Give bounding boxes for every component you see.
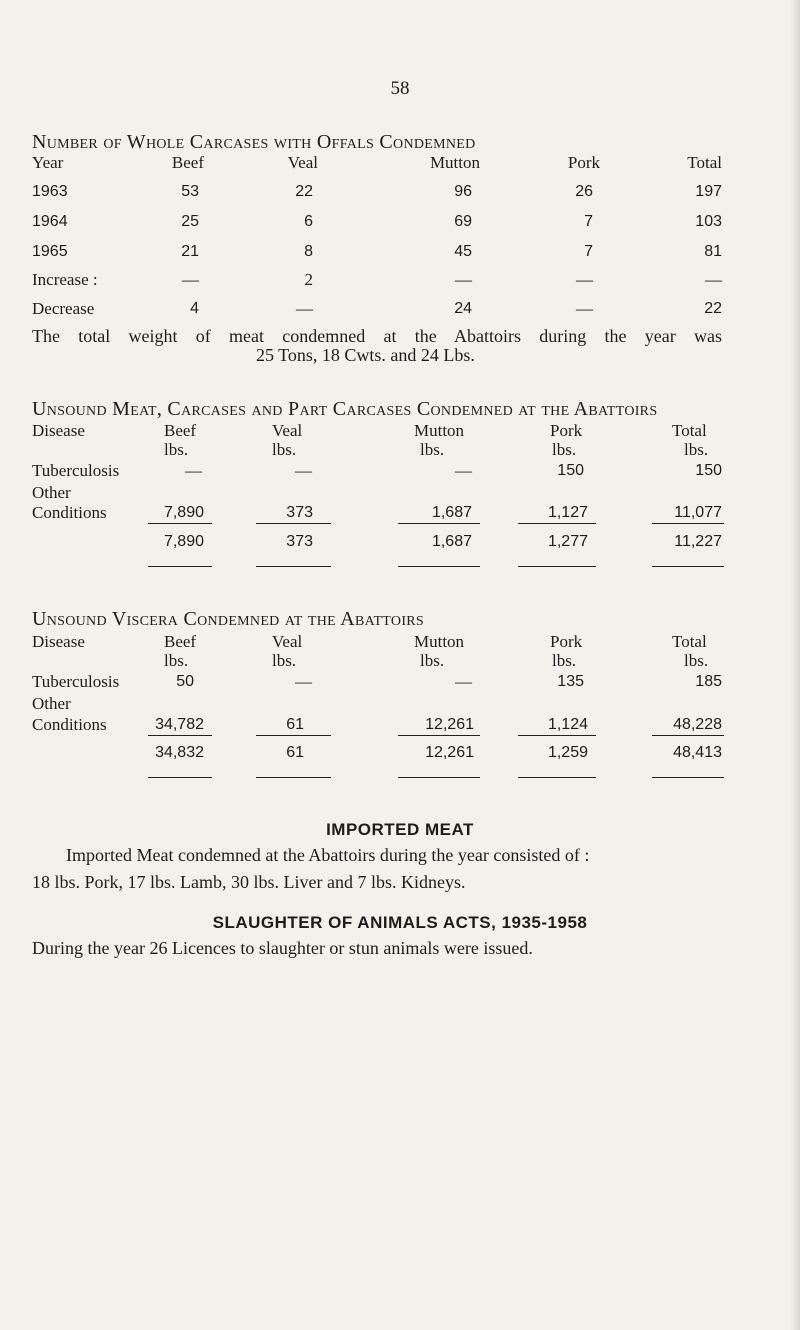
col-header-beef: Beef: [171, 153, 204, 172]
subtotal-rule: [148, 523, 212, 524]
cell-mutton: —: [455, 461, 472, 480]
cell-veal: 61: [286, 716, 304, 733]
unit-pork: lbs.: [552, 651, 577, 670]
total-total: 48,413: [673, 744, 722, 761]
subtotal-rule: [256, 735, 331, 736]
subtotal-rule: [652, 735, 724, 736]
row-label: Tuberculosis: [32, 461, 120, 480]
subtotal-rule: [398, 735, 480, 736]
col-header-total: Total: [672, 421, 707, 440]
col-header-year: Year: [32, 153, 64, 172]
cell-pork: 135: [557, 673, 584, 690]
unit-veal: lbs.: [272, 440, 297, 459]
total-veal: 61: [286, 744, 304, 761]
cell-total: 81: [704, 243, 722, 260]
total-beef: 7,890: [163, 533, 204, 550]
cell-total: 150: [695, 462, 722, 479]
col-header-veal: Veal: [287, 153, 318, 172]
total-pork: 1,277: [547, 533, 588, 550]
unit-veal: lbs.: [272, 651, 297, 670]
col-header-disease: Disease: [32, 421, 85, 440]
total-rule: [518, 566, 596, 567]
cell-beef: 53: [181, 183, 199, 200]
cell-mutton: 96: [454, 183, 472, 200]
cell-pork: —: [576, 299, 593, 318]
col-header-pork: Pork: [567, 153, 600, 172]
row-label: 1964: [32, 213, 68, 230]
row-label: Tuberculosis: [32, 672, 120, 691]
cell-total: 48,228: [673, 716, 722, 733]
total-total: 11,227: [674, 533, 722, 550]
total-rule: [398, 566, 480, 567]
subtotal-rule: [518, 735, 596, 736]
cell-total: 197: [695, 183, 722, 200]
total-rule: [256, 566, 331, 567]
subtotal-rule: [518, 523, 596, 524]
col-header-beef: Beef: [164, 421, 197, 440]
cell-pork: 150: [557, 462, 584, 479]
row-label-line2: Conditions: [32, 503, 107, 522]
unit-total: lbs.: [684, 440, 709, 459]
total-mutton: 12,261: [425, 744, 474, 761]
unit-mutton: lbs.: [420, 440, 445, 459]
cell-total: —: [705, 270, 722, 289]
imported-meat-line2: 18 lbs. Pork, 17 lbs. Lamb, 30 lbs. Liver and 7 lbs. Kidneys.: [32, 872, 466, 892]
cell-total: 11,077: [674, 504, 722, 521]
col-header-mutton: Mutton: [414, 632, 465, 651]
cell-beef: 34,782: [155, 716, 204, 733]
cell-veal: 6: [304, 213, 313, 230]
imported-meat-line1: Imported Meat condemned at the Abattoirs during the year consisted of :: [66, 845, 590, 865]
cell-veal: —: [295, 461, 312, 480]
cell-pork: 7: [584, 213, 593, 230]
cell-beef: 4: [190, 300, 199, 317]
col-header-disease: Disease: [32, 632, 85, 651]
total-weight-value: 25 Tons, 18 Cwts. and 24 Lbs.: [256, 345, 475, 365]
row-label: 1965: [32, 243, 68, 260]
col-header-beef: Beef: [164, 632, 197, 651]
cell-beef: 21: [181, 243, 199, 260]
subtotal-rule: [148, 735, 212, 736]
total-rule: [652, 566, 724, 567]
cell-total: 185: [695, 673, 722, 690]
total-rule: [398, 777, 480, 778]
cell-pork: 1,124: [547, 716, 588, 733]
subtotal-rule: [256, 523, 331, 524]
slaughter-line1: During the year 26 Licences to slaughter or stun animals were issued.: [32, 938, 533, 958]
row-label: Increase :: [32, 270, 98, 289]
row-label-line1: Other: [32, 694, 71, 713]
cell-mutton: 45: [454, 243, 472, 260]
col-header-total: Total: [672, 632, 707, 651]
cell-mutton: 1,687: [431, 504, 472, 521]
unit-pork: lbs.: [552, 440, 577, 459]
col-header-pork: Pork: [550, 421, 583, 440]
cell-beef: —: [185, 461, 202, 480]
cell-beef: 50: [176, 673, 194, 690]
cell-pork: 26: [575, 183, 593, 200]
unsound-viscera-title: Unsound Viscera Condemned at the Abattoirs: [32, 608, 424, 630]
cell-veal: —: [295, 672, 312, 691]
cell-mutton: —: [455, 672, 472, 691]
total-beef: 34,832: [155, 744, 204, 761]
col-header-veal: Veal: [272, 421, 303, 440]
unsound-meat-title: Unsound Meat, Carcases and Part Carcases Condemned at the Abattoirs: [32, 398, 658, 420]
total-rule: [652, 777, 724, 778]
cell-beef: 25: [181, 213, 199, 230]
cell-pork: 7: [584, 243, 593, 260]
row-label: Decrease: [32, 299, 95, 318]
cell-beef: 7,890: [163, 504, 204, 521]
cell-veal: 8: [304, 243, 313, 260]
page-number: 58: [390, 78, 410, 99]
slaughter-heading: SLAUGHTER OF ANIMALS ACTS, 1935-1958: [212, 913, 588, 932]
page-edge: [790, 0, 800, 1330]
row-label: 1963: [32, 183, 68, 200]
cell-veal: 373: [286, 504, 313, 521]
col-header-pork: Pork: [550, 632, 583, 651]
cell-beef: —: [182, 270, 199, 289]
total-rule: [148, 777, 212, 778]
unit-mutton: lbs.: [420, 651, 445, 670]
total-veal: 373: [286, 533, 313, 550]
total-rule: [518, 777, 596, 778]
total-rule: [148, 566, 212, 567]
subtotal-rule: [398, 523, 480, 524]
cell-veal: 22: [295, 183, 313, 200]
row-label-line1: Other: [32, 483, 71, 502]
col-header-veal: Veal: [272, 632, 303, 651]
cell-mutton: 12,261: [425, 716, 474, 733]
total-weight-note: The total weight of meat condemned at the Abattoirs during the year was: [32, 326, 722, 346]
col-header-mutton: Mutton: [429, 153, 480, 172]
col-header-total: Total: [687, 153, 722, 172]
cell-total: 22: [704, 300, 722, 317]
cell-mutton: 24: [454, 300, 472, 317]
cell-total: 103: [695, 213, 722, 230]
unit-beef: lbs.: [164, 651, 189, 670]
total-rule: [256, 777, 331, 778]
col-header-mutton: Mutton: [414, 421, 465, 440]
cell-mutton: 69: [454, 213, 472, 230]
cell-veal: —: [296, 299, 313, 318]
unit-total: lbs.: [684, 651, 709, 670]
subtotal-rule: [652, 523, 724, 524]
total-pork: 1,259: [547, 744, 588, 761]
cell-mutton: —: [455, 270, 472, 289]
cell-pork: 1,127: [547, 504, 588, 521]
unit-beef: lbs.: [164, 440, 189, 459]
imported-meat-heading: IMPORTED MEAT: [326, 820, 474, 839]
row-label-line2: Conditions: [32, 715, 107, 734]
total-mutton: 1,687: [431, 533, 472, 550]
cell-pork: —: [576, 270, 593, 289]
whole-carcases-title: Number of Whole Carcases with Offals Condemned: [32, 131, 476, 153]
cell-veal: 2: [304, 270, 313, 289]
